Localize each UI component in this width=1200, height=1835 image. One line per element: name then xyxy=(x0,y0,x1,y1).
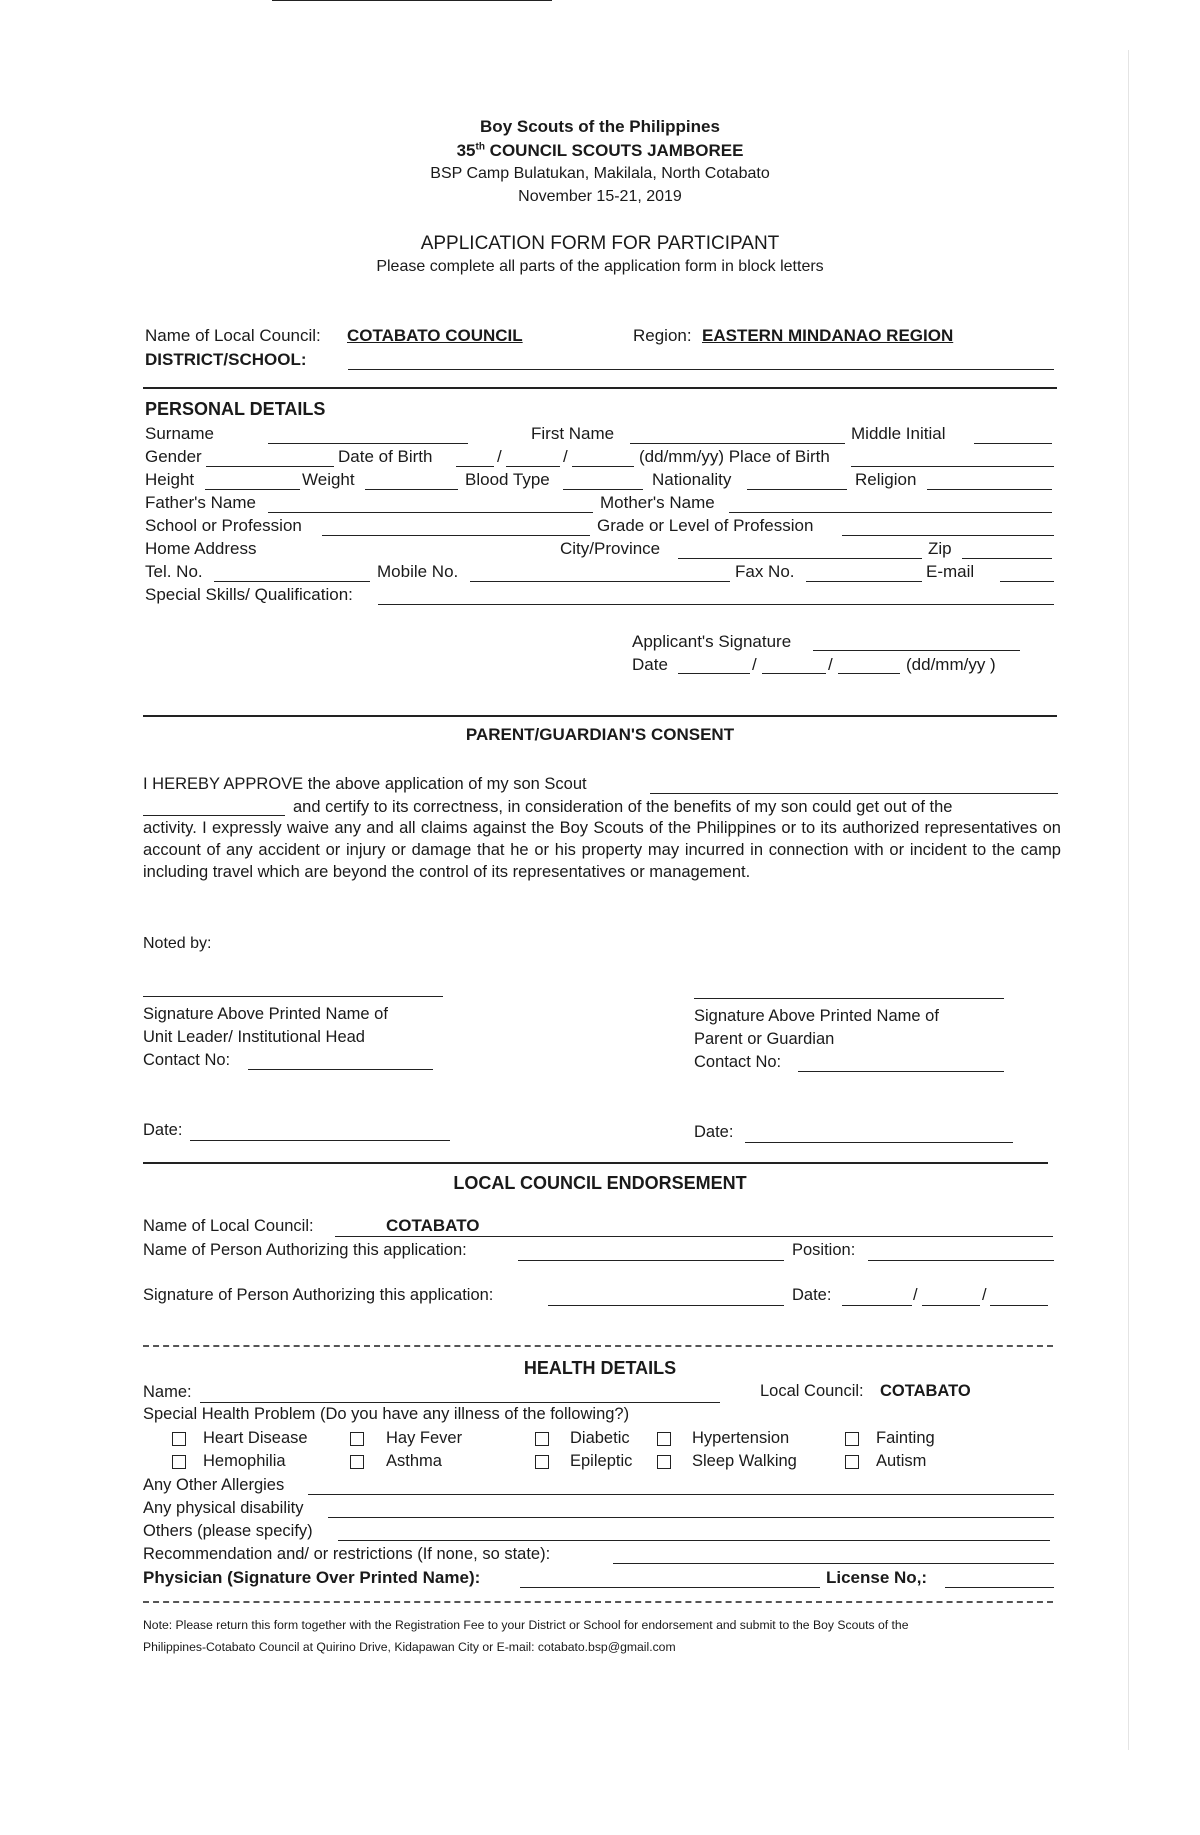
divider xyxy=(143,387,1057,389)
gender-label: Gender xyxy=(145,447,202,466)
religion-label: Religion xyxy=(855,470,917,489)
school-field[interactable] xyxy=(322,535,590,536)
endorse-date-day[interactable] xyxy=(842,1305,912,1306)
dob-year-field[interactable] xyxy=(572,466,634,467)
leader-signature-field[interactable] xyxy=(143,996,443,997)
others-field[interactable] xyxy=(338,1540,1050,1541)
allergies-field[interactable] xyxy=(308,1494,1054,1495)
consent-paragraph: activity. I expressly waive any and all claims against the Boy Scouts of the Philippines or to its authorized representatives on account of any accident or injury or damage that he or his property may incurred in connection with or incident to the camp including travel which are beyond the control of its representatives or management. xyxy=(143,819,1061,881)
checkbox-diabetic[interactable] xyxy=(535,1432,549,1446)
zip-field[interactable] xyxy=(962,558,1052,559)
nationality-label: Nationality xyxy=(652,470,732,489)
note-line2: Philippines-Cotabato Council at Quirino Drive, Kidapawan City or E-mail: cotabato.bsp@gmail.com xyxy=(143,1640,676,1654)
region-value: EASTERN MINDANAO REGION xyxy=(702,326,954,345)
endorse-council-value: COTABATO xyxy=(386,1216,480,1235)
fax-field[interactable] xyxy=(806,581,922,582)
applicant-date-month[interactable] xyxy=(762,673,826,674)
religion-field[interactable] xyxy=(927,489,1052,490)
mobile-field[interactable] xyxy=(470,581,730,582)
dashed-divider xyxy=(143,1601,1053,1603)
checkbox-hay-fever[interactable] xyxy=(350,1432,364,1446)
place-of-birth-field[interactable] xyxy=(851,466,1054,467)
personal-heading: PERSONAL DETAILS xyxy=(145,399,326,419)
condition-label: Hypertension xyxy=(692,1429,790,1447)
page-edge xyxy=(1128,50,1129,1750)
date-slash: / xyxy=(828,655,833,674)
parent-contact-label: Contact No: xyxy=(694,1053,782,1071)
date-slash: / xyxy=(982,1286,987,1304)
scout-name-field[interactable] xyxy=(650,793,1058,794)
dob-slash: / xyxy=(497,447,502,466)
venue: BSP Camp Bulatukan, Makilala, North Cotabato xyxy=(430,165,770,182)
endorse-council-label: Name of Local Council: xyxy=(143,1217,314,1235)
noted-by-label: Noted by: xyxy=(143,935,212,952)
checkbox-hemophilia[interactable] xyxy=(172,1455,186,1469)
checkbox-epileptic[interactable] xyxy=(535,1455,549,1469)
jamboree-number: 35 xyxy=(456,141,476,160)
blood-type-label: Blood Type xyxy=(465,470,550,489)
dob-format-label: (dd/mm/yy) Place of Birth xyxy=(639,447,830,466)
council-name-label: Name of Local Council: xyxy=(145,326,321,345)
consent-heading: PARENT/GUARDIAN'S CONSENT xyxy=(465,725,735,744)
divider xyxy=(143,1162,1048,1164)
note-line1: Note: Please return this form together with the Registration Fee to your District or School for endorsement and submit to the Boy Scouts of the xyxy=(143,1618,909,1632)
skills-field[interactable] xyxy=(378,604,1054,605)
consent-line1: I HEREBY APPROVE the above application of my son Scout xyxy=(143,775,587,793)
applicant-date-format: (dd/mm/yy ) xyxy=(906,655,996,674)
health-question: Special Health Problem (Do you have any illness of the following?) xyxy=(143,1405,630,1423)
middle-initial-label: Middle Initial xyxy=(851,424,946,443)
parent-role-label: Parent or Guardian xyxy=(694,1030,835,1048)
checkbox-fainting[interactable] xyxy=(845,1432,859,1446)
dob-slash: / xyxy=(563,447,568,466)
email-label: E-mail xyxy=(926,562,975,581)
endorse-council-field[interactable] xyxy=(335,1236,1053,1237)
health-heading: HEALTH DETAILS xyxy=(523,1358,677,1378)
jamboree-title-rest: COUNCIL SCOUTS JAMBOREE xyxy=(484,141,744,160)
mother-label: Mother's Name xyxy=(600,493,715,512)
applicant-signature-field[interactable] xyxy=(813,650,1020,651)
dob-day-field[interactable] xyxy=(456,466,494,467)
tel-field[interactable] xyxy=(214,581,370,582)
condition-label: Hemophilia xyxy=(203,1452,286,1470)
endorse-position-label: Position: xyxy=(792,1241,856,1259)
license-field[interactable] xyxy=(945,1587,1054,1588)
parent-signature-field[interactable] xyxy=(694,998,1004,999)
leader-role-label: Unit Leader/ Institutional Head xyxy=(143,1028,365,1046)
jamboree-ordinal: th xyxy=(475,141,485,153)
nationality-field[interactable] xyxy=(747,489,847,490)
district-field[interactable] xyxy=(348,369,1054,370)
parent-date-field[interactable] xyxy=(745,1142,1013,1143)
endorse-signature-label: Signature of Person Authorizing this application: xyxy=(143,1286,494,1304)
disability-label: Any physical disability xyxy=(143,1499,304,1517)
parent-signature-label: Signature Above Printed Name of xyxy=(694,1007,939,1025)
dashed-divider xyxy=(143,1345,1053,1347)
school-label: School or Profession xyxy=(145,516,302,535)
physician-label: Physician (Signature Over Printed Name): xyxy=(143,1568,481,1587)
mother-field[interactable] xyxy=(729,512,1052,513)
middle-initial-field[interactable] xyxy=(974,443,1052,444)
condition-label: Hay Fever xyxy=(386,1429,463,1447)
fax-label: Fax No. xyxy=(735,562,795,581)
endorse-signature-field[interactable] xyxy=(548,1305,784,1306)
mobile-label: Mobile No. xyxy=(377,562,459,581)
recommendation-field[interactable] xyxy=(613,1563,1054,1564)
endorse-person-label: Name of Person Authorizing this application: xyxy=(143,1241,467,1259)
health-name-label: Name: xyxy=(143,1383,192,1401)
condition-label: Diabetic xyxy=(570,1429,630,1447)
weight-field[interactable] xyxy=(365,489,458,490)
applicant-signature-label: Applicant's Signature xyxy=(632,632,792,651)
city-label: City/Province xyxy=(560,539,661,558)
tel-label: Tel. No. xyxy=(145,562,203,581)
form-instruction: Please complete all parts of the application form in block letters xyxy=(376,258,824,275)
endorse-position-field[interactable] xyxy=(868,1260,1054,1261)
zip-label: Zip xyxy=(928,539,952,558)
consent-line2: and certify to its correctness, in consideration of the benefits of my son could get out of the xyxy=(293,798,953,816)
applicant-date-year[interactable] xyxy=(838,673,900,674)
checkbox-hypertension[interactable] xyxy=(657,1432,671,1446)
endorse-person-field[interactable] xyxy=(518,1260,784,1261)
leader-contact-label: Contact No: xyxy=(143,1051,231,1069)
checkbox-asthma[interactable] xyxy=(350,1455,364,1469)
leader-contact-field[interactable] xyxy=(248,1069,433,1070)
first-name-field[interactable] xyxy=(630,443,845,444)
allergies-label: Any Other Allergies xyxy=(143,1476,285,1494)
condition-label: Fainting xyxy=(876,1429,935,1447)
height-label: Height xyxy=(145,470,195,489)
scout-name-field-cont[interactable] xyxy=(143,815,285,816)
date-slash: / xyxy=(913,1286,918,1304)
blood-type-field[interactable] xyxy=(563,489,643,490)
surname-label: Surname xyxy=(145,424,214,443)
email-field[interactable] xyxy=(1000,581,1054,582)
council-name-value: COTABATO COUNCIL xyxy=(347,326,523,345)
address-field[interactable] xyxy=(272,0,552,1)
condition-label: Autism xyxy=(876,1452,927,1470)
father-label: Father's Name xyxy=(145,493,256,512)
first-name-label: First Name xyxy=(531,424,615,443)
condition-label: Epileptic xyxy=(570,1452,633,1470)
condition-label: Sleep Walking xyxy=(692,1452,797,1470)
date-slash: / xyxy=(752,655,757,674)
health-name-field[interactable] xyxy=(200,1402,720,1403)
applicant-date-label: Date xyxy=(632,655,668,674)
city-field[interactable] xyxy=(678,558,922,559)
grade-field[interactable] xyxy=(842,535,1054,536)
checkbox-heart-disease[interactable] xyxy=(172,1432,186,1446)
dob-label: Date of Birth xyxy=(338,447,433,466)
condition-label: Asthma xyxy=(386,1452,442,1470)
event-dates: November 15-21, 2019 xyxy=(518,188,682,205)
checkbox-autism[interactable] xyxy=(845,1455,859,1469)
physician-field[interactable] xyxy=(520,1587,820,1588)
form-title: APPLICATION FORM FOR PARTICIPANT xyxy=(420,233,780,254)
parent-date-label: Date: xyxy=(694,1123,734,1141)
endorsement-heading: LOCAL COUNCIL ENDORSEMENT xyxy=(453,1173,747,1193)
parent-contact-field[interactable] xyxy=(798,1071,1004,1072)
recommendation-label: Recommendation and/ or restrictions (If none, so state): xyxy=(143,1545,551,1563)
health-council-value: COTABATO xyxy=(880,1382,971,1400)
jamboree-title xyxy=(0,142,1200,159)
license-label: License No,: xyxy=(826,1568,928,1587)
applicant-date-day[interactable] xyxy=(678,673,750,674)
region-label: Region: xyxy=(633,326,692,345)
others-label: Others (please specify) xyxy=(143,1522,313,1540)
divider xyxy=(143,715,1057,717)
father-field[interactable] xyxy=(268,512,593,513)
endorse-date-month[interactable] xyxy=(922,1305,980,1306)
address-label: Home Address xyxy=(145,539,257,558)
endorse-date-year[interactable] xyxy=(990,1305,1048,1306)
skills-label: Special Skills/ Qualification: xyxy=(145,585,353,604)
height-field[interactable] xyxy=(205,489,300,490)
leader-date-label: Date: xyxy=(143,1121,183,1139)
leader-date-field[interactable] xyxy=(190,1140,450,1141)
dob-month-field[interactable] xyxy=(506,466,560,467)
health-council-label: Local Council: xyxy=(760,1382,864,1400)
org-name: Boy Scouts of the Philippines xyxy=(480,117,720,136)
surname-field[interactable] xyxy=(268,443,468,444)
grade-label: Grade or Level of Profession xyxy=(597,516,814,535)
weight-label: Weight xyxy=(302,470,355,489)
gender-field[interactable] xyxy=(206,466,334,467)
district-label: DISTRICT/SCHOOL: xyxy=(145,350,307,369)
leader-signature-label: Signature Above Printed Name of xyxy=(143,1005,388,1023)
endorse-date-label: Date: xyxy=(792,1286,832,1304)
disability-field[interactable] xyxy=(328,1517,1054,1518)
checkbox-sleep-walking[interactable] xyxy=(657,1455,671,1469)
condition-label: Heart Disease xyxy=(203,1429,308,1447)
